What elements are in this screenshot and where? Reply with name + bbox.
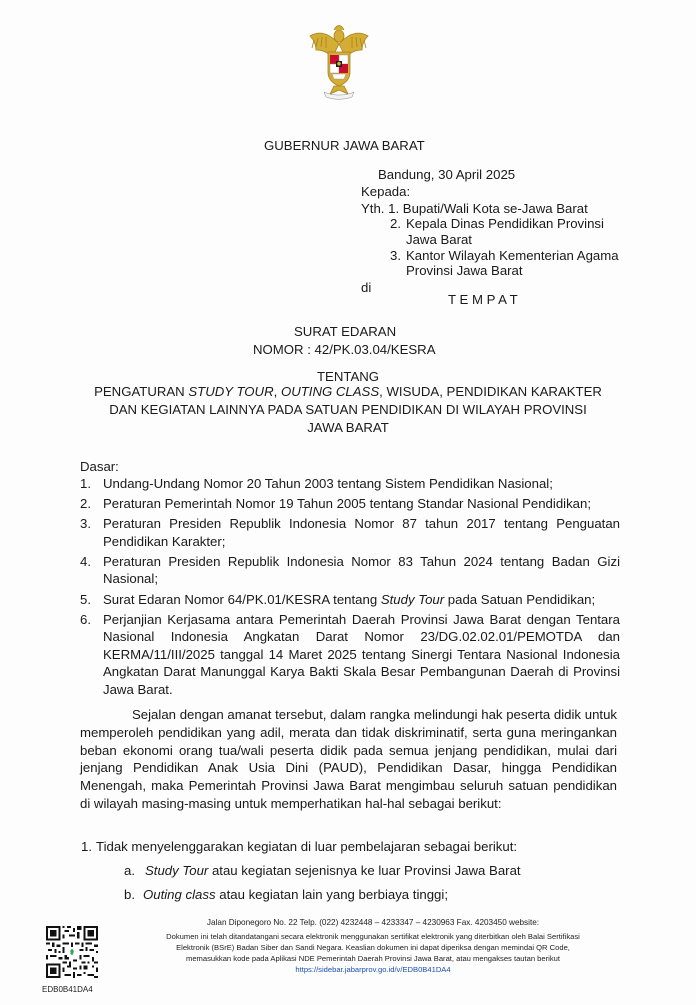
letter-date: Bandung, 30 April 2025 [378, 167, 516, 182]
subject-line-1: PENGATURAN STUDY TOUR, OUTING CLASS, WISUDA, PENDIDIKAN KARAKTER [94, 384, 602, 399]
recipient-label: Kepada: [361, 184, 411, 199]
verification-link[interactable]: https://sidebar.jabarprov.go.id/v/EDB0B41DA4 [295, 965, 451, 974]
dasar-label: Dasar: [80, 459, 119, 474]
recipient-1: Yth. 1. Bupati/Wali Kota se-Jawa Barat [361, 201, 588, 216]
subject-line-3: JAWA BARAT [307, 420, 389, 435]
sub-point-b-letter: b. [124, 887, 135, 902]
point-1-text: Tidak menyelenggarakan kegiatan di luar pembelajaran sebagai berikut: [96, 839, 518, 854]
point-1-number: 1. [81, 839, 92, 854]
recipient-2-line1: Kepala Dinas Pendidikan Provinsi [406, 216, 604, 231]
footer-address: Jalan Diponegoro No. 22 Telp. (022) 4232448 – 4233347 – 4230963 Fax. 4203450 website: [206, 918, 540, 927]
recipient-3-line1: Kantor Wilayah Kementerian Agama [406, 248, 619, 263]
subject-line-2: DAN KEGIATAN LAINNYA PADA SATUAN PENDIDIKAN DI WILAYAH PROVINSI [109, 402, 587, 417]
list-item: 4. Peraturan Presiden Republik Indonesia Nomor 83 Tahun 2024 tentang Badan Gizi Nasional; [80, 553, 620, 587]
governor-heading: GUBERNUR JAWA BARAT [264, 138, 425, 153]
recipient-2-number: 2. [390, 216, 401, 231]
sub-point-a-text: Study Tour atau kegiatan sejenisnya ke luar Provinsi Jawa Barat [145, 863, 521, 878]
qr-code-icon[interactable] [46, 926, 98, 978]
garuda-pancasila-emblem-icon [304, 22, 374, 102]
recipient-3-number: 3. [390, 248, 401, 263]
sub-point-a-letter: a. [124, 863, 135, 878]
qr-code-label: EDB0B41DA4 [42, 985, 93, 994]
list-item: 1. Undang-Undang Nomor 20 Tahun 2003 tentang Sistem Pendidikan Nasional; [80, 476, 553, 491]
footer-signature-note-2: Elektronik (BSrE) Badan Siber dan Sandi Negara. Keaslian dokumen ini dapat diperiksa dengan memindai QR Code, [176, 943, 570, 952]
surat-edaran-title: SURAT EDARAN [294, 324, 397, 339]
footer-signature-note-1: Dokumen ini telah ditandatangani secara elektronik menggunakan sertifikat elektronik yang diterbitkan oleh Balai Sertifikasi [166, 932, 580, 941]
di-label: di [361, 280, 372, 295]
body-paragraph: Sejalan dengan amanat tersebut, dalam rangka melindungi hak peserta didik untuk memperoleh pendidikan yang adil, merata dan tidak diskriminatif, serta guna meringankan beban ekonomi orang tua/wali peserta didik pada semua jenjang pendidikan, mulai dari jenjang Pendidikan Anak Usia Dini (PAUD), Pendidikan Dasar, hingga Pendidikan Menengah, maka Pemerintah Provinsi Jawa Barat mengimbau seluruh satuan pendidikan di wilayah masing-masing untuk memperhatikan hal-hal sebagai berikut: [80, 707, 617, 811]
list-item: 6. Perjanjian Kerjasama antara Pemerintah Daerah Provinsi Jawa Barat dengan Tentara Nasional Indonesia Angkatan Darat Nomor 23/DG.02.02.01/PEMOTDA dan KERMA/11/III/2025 tanggal 14 Maret 2025 tentang Sinergi Tentara Nasional Indonesia Angkatan Darat Manunggal Karya Bakti Skala Besar Pembangunan Daerah di Provinsi Jawa Barat. [80, 611, 620, 698]
sub-point-b-text: Outing class atau kegiatan lain yang berbiaya tinggi; [143, 887, 448, 902]
recipient-2-line2: Jawa Barat [406, 232, 472, 247]
dasar-list [80, 475, 620, 701]
nomor-line: NOMOR : 42/PK.03.04/KESRA [253, 342, 436, 357]
tentang-label: TENTANG [317, 369, 380, 384]
footer-signature-note-3: memasukkan kode pada Aplikasi NDE Pemerintah Daerah Provinsi Jawa Barat, atau mengakses tautan berikut [186, 954, 560, 963]
tempat-label: T E M P A T [448, 292, 518, 307]
list-item: 5. Surat Edaran Nomor 64/PK.01/KESRA tentang Study Tour pada Satuan Pendidikan; [80, 591, 596, 607]
list-item: 3. Peraturan Presiden Republik Indonesia Nomor 87 tahun 2017 tentang Penguatan Pendidikan Karakter; [80, 516, 620, 549]
list-item: 2. Peraturan Pemerintah Nomor 19 Tahun 2005 tentang Standar Nasional Pendidikan; [80, 496, 592, 512]
recipient-3-line2: Provinsi Jawa Barat [406, 263, 523, 278]
